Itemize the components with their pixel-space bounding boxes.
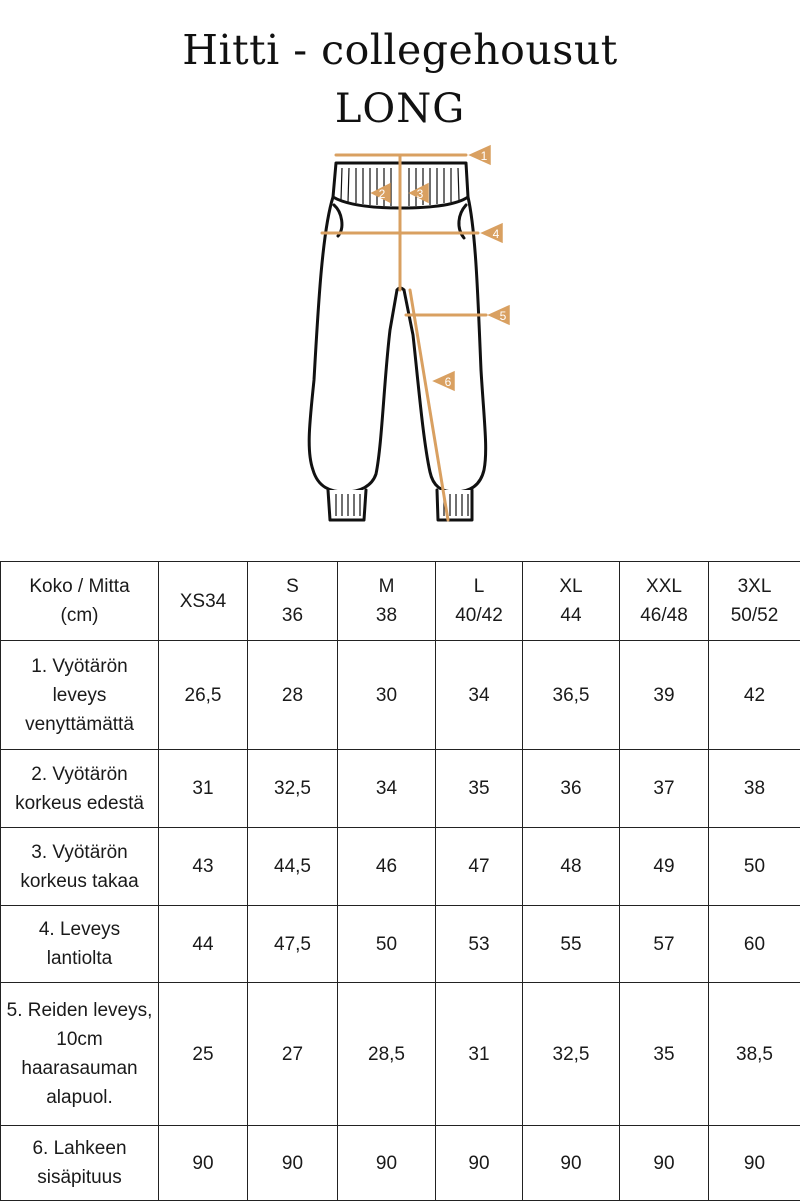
size-header-s: S 36	[248, 562, 338, 641]
value-cell: 90	[709, 1126, 800, 1201]
value-cell: 27	[248, 983, 338, 1126]
value-cell: 34	[436, 641, 523, 750]
value-cell: 53	[436, 906, 523, 983]
page-subtitle: LONG	[0, 86, 800, 132]
pants-measurement-diagram	[290, 140, 530, 530]
size-header-m: M 38	[338, 562, 436, 641]
size-header-l: L 40/42	[436, 562, 523, 641]
value-cell: 47,5	[248, 906, 338, 983]
value-cell: 90	[620, 1126, 709, 1201]
value-cell: 31	[436, 983, 523, 1126]
corner-cell: Koko / Mitta (cm)	[1, 562, 159, 641]
value-cell: 25	[159, 983, 248, 1126]
page-title: Hitti - collegehousut	[0, 26, 800, 74]
value-cell: 43	[159, 828, 248, 906]
value-cell: 47	[436, 828, 523, 906]
marker-3-label: 3	[417, 187, 424, 201]
value-cell: 34	[338, 750, 436, 828]
row-label: 2. Vyötärön korkeus edestä	[1, 750, 159, 828]
value-cell: 31	[159, 750, 248, 828]
value-cell: 57	[620, 906, 709, 983]
value-cell: 36	[523, 750, 620, 828]
value-cell: 38,5	[709, 983, 800, 1126]
value-cell: 35	[436, 750, 523, 828]
value-cell: 44,5	[248, 828, 338, 906]
value-cell: 46	[338, 828, 436, 906]
marker-2-label: 2	[379, 187, 386, 201]
value-cell: 90	[436, 1126, 523, 1201]
size-header-xxl: XXL 46/48	[620, 562, 709, 641]
size-header-xl: XL 44	[523, 562, 620, 641]
value-cell: 50	[338, 906, 436, 983]
row-label: 4. Leveys lantiolta	[1, 906, 159, 983]
marker-4-label: 4	[493, 227, 500, 241]
row-label: 3. Vyötärön korkeus takaa	[1, 828, 159, 906]
row-label: 1. Vyötärön leveys venyttämättä	[1, 641, 159, 750]
value-cell: 36,5	[523, 641, 620, 750]
value-cell: 37	[620, 750, 709, 828]
value-cell: 90	[248, 1126, 338, 1201]
value-cell: 32,5	[248, 750, 338, 828]
value-cell: 30	[338, 641, 436, 750]
size-header-xs: XS34	[159, 562, 248, 641]
value-cell: 55	[523, 906, 620, 983]
value-cell: 49	[620, 828, 709, 906]
value-cell: 26,5	[159, 641, 248, 750]
size-header-3xl: 3XL 50/52	[709, 562, 800, 641]
marker-5-label: 5	[500, 309, 507, 323]
value-cell: 90	[338, 1126, 436, 1201]
value-cell: 38	[709, 750, 800, 828]
table-row	[1, 641, 800, 750]
value-cell: 90	[159, 1126, 248, 1201]
value-cell: 35	[620, 983, 709, 1126]
table-row	[1, 983, 800, 1126]
row-label: 6. Lahkeen sisäpituus	[1, 1126, 159, 1201]
table-row	[1, 750, 800, 828]
marker-1-label: 1	[481, 149, 488, 163]
table-row	[1, 906, 800, 983]
value-cell: 50	[709, 828, 800, 906]
value-cell: 90	[523, 1126, 620, 1201]
value-cell: 39	[620, 641, 709, 750]
value-cell: 44	[159, 906, 248, 983]
value-cell: 48	[523, 828, 620, 906]
table-row	[1, 828, 800, 906]
value-cell: 60	[709, 906, 800, 983]
row-label: 5. Reiden leveys, 10cm haarasauman alapuol.	[1, 983, 159, 1126]
value-cell: 28	[248, 641, 338, 750]
value-cell: 42	[709, 641, 800, 750]
size-chart-table	[0, 561, 800, 1201]
marker-6-label: 6	[445, 375, 452, 389]
header-row	[1, 562, 800, 641]
value-cell: 32,5	[523, 983, 620, 1126]
value-cell: 28,5	[338, 983, 436, 1126]
table-row	[1, 1126, 800, 1201]
